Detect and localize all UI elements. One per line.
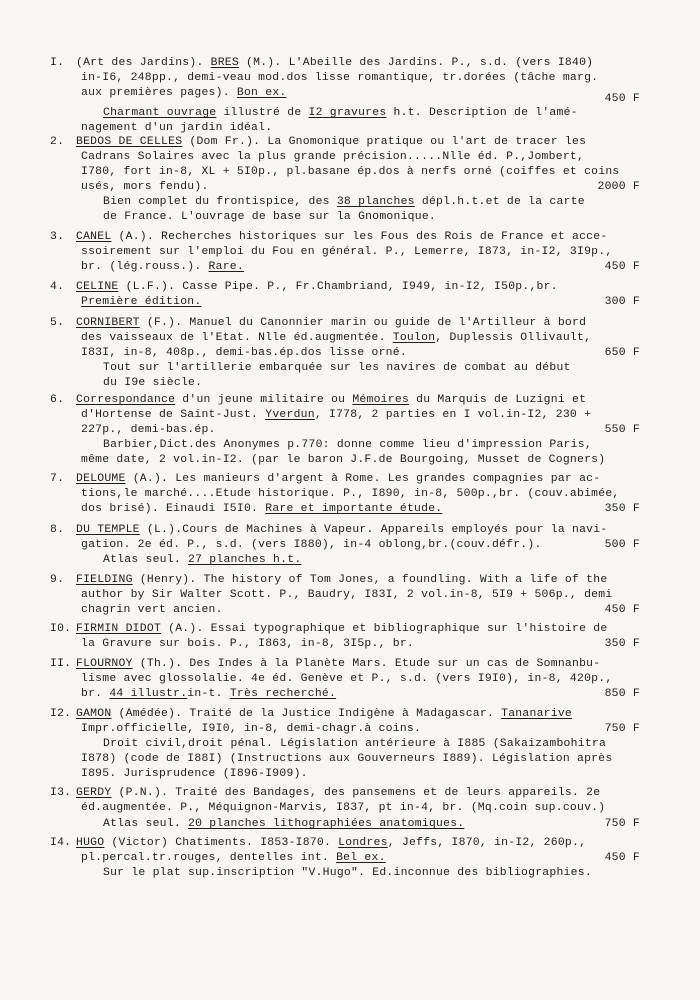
entry-line: DU TEMPLE (L.).Cours de Machines à Vapeur. Appareils employés pour la navi- bbox=[76, 524, 608, 536]
author-name: FLOURNOY bbox=[76, 658, 133, 670]
entry-line: FIRMIN DIDOT (A.). Essai typographique et bibliographique sur l'histoire de bbox=[76, 623, 608, 635]
price: 750 F bbox=[604, 818, 640, 830]
entry-line: d'Hortense de Saint-Just. Yverdun, I778, 2 parties en I vol.in-I2, 230 + bbox=[81, 409, 592, 421]
entry-number: 7. bbox=[50, 473, 65, 485]
entry-line: DELOUME (A.). Les manieurs d'argent à Rome. Les grandes compagnies par ac- bbox=[76, 473, 601, 485]
entry-number: 4. bbox=[50, 281, 65, 293]
entry-line: FIELDING (Henry). The history of Tom Jones, a foundling. With a life of the bbox=[76, 574, 608, 586]
entry-description: Barbier,Dict.des Anonymes p.770: donne comme lieu d'impression Paris, bbox=[103, 439, 592, 451]
entry-number: 6. bbox=[50, 394, 65, 406]
entry-line: la Gravure sur bois. P., I863, in-8, 3I5p., br. bbox=[81, 638, 415, 650]
entry-description: Tout sur l'artillerie embarquée sur les navires de combat au début bbox=[103, 362, 571, 374]
entry-line: des vaisseaux de l'Etat. Nlle éd.augmentée. Toulon, Duplessis Ollivault, bbox=[81, 332, 592, 344]
author-name: CELINE bbox=[76, 281, 119, 293]
entry-line: I780, fort in-8, XL + 5I0p., pl.basane ép.dos à nerfs orné (coiffes et coins bbox=[81, 166, 620, 178]
author-name: Correspondance bbox=[76, 394, 176, 406]
entry-line: ssoirement sur l'emploi du Fou en général. P., Lemerre, I873, in-I2, 3I9p., bbox=[81, 246, 613, 258]
entry-description: nagement d'un jardin idéal. bbox=[81, 122, 273, 134]
entry-line: BEDOS DE CELLES (Dom Fr.). La Gnomonique pratique ou l'art de tracer les bbox=[76, 136, 587, 148]
price: 450 F bbox=[604, 852, 640, 864]
entry-number: 9. bbox=[50, 574, 65, 586]
entry-line: éd.augmentée. P., Méquignon-Marvis, I837, pt in-4, br. (Mq.coin sup.couv.) bbox=[81, 802, 606, 814]
price: 550 F bbox=[604, 424, 640, 436]
entry-line: GAMON (Amédée). Traité de la Justice Indigène à Madagascar. Tananarive bbox=[76, 708, 572, 720]
entry-line: Première édition. bbox=[81, 296, 202, 308]
entry-line: tions,le marché....Etude historique. P., I890, in-8, 500p.,br. (couv.abimée, bbox=[81, 488, 620, 500]
price: 450 F bbox=[604, 93, 640, 105]
entry-line: in-I6, 248pp., demi-veau mod.dos lisse romantique, tr.dorées (tâche marg. bbox=[81, 72, 599, 84]
entry-line: I83I, in-8, 408p., demi-bas.ép.dos lisse orné. bbox=[81, 347, 407, 359]
entry-line: aux premières pages). Bon ex. bbox=[81, 87, 287, 99]
author-name: CANEL bbox=[76, 231, 112, 243]
author-name: GAMON bbox=[76, 708, 112, 720]
entry-description: Atlas seul. 20 planches lithographiées anatomiques. bbox=[103, 818, 465, 830]
entry-number: 3. bbox=[50, 231, 65, 243]
entry-line: FLOURNOY (Th.). Des Indes à la Planète Mars. Etude sur un cas de Somnanbu- bbox=[76, 658, 601, 670]
entry-description: I895. Jurisprudence (I896-I909). bbox=[81, 768, 308, 780]
entry-line: pl.percal.tr.rouges, dentelles int. Bel ex. bbox=[81, 852, 386, 864]
price: 450 F bbox=[604, 604, 640, 616]
entry-number: I3. bbox=[50, 787, 72, 799]
author-name: DU TEMPLE bbox=[76, 524, 140, 536]
author-name: BRES bbox=[210, 57, 239, 69]
entry-number: I4. bbox=[50, 837, 72, 849]
price: 500 F bbox=[604, 539, 640, 551]
author-name: HUGO bbox=[76, 837, 105, 849]
entry-line: usés, mors fendu). bbox=[81, 181, 209, 193]
entry-line: CANEL (A.). Recherches historiques sur les Fous des Rois de France et acce- bbox=[76, 231, 608, 243]
entry-line: author by Sir Walter Scott. P., Baudry, I83I, 2 vol.in-8, 5I9 + 506p., demi bbox=[81, 589, 613, 601]
entry-description: Charmant ouvrage illustré de I2 gravures h.t. Description de l'amé- bbox=[103, 107, 578, 119]
entry-description: du I9e siècle. bbox=[103, 377, 203, 389]
entry-line: lisme avec glossolalie. 4e éd. Genève et P., s.d. (vers I9I0), in-8, 420p., bbox=[81, 673, 613, 685]
entry-number: II. bbox=[50, 658, 72, 670]
entry-description: de France. L'ouvrage de base sur la Gnomonique. bbox=[103, 211, 437, 223]
author-name: DELOUME bbox=[76, 473, 126, 485]
price: 350 F bbox=[604, 503, 640, 515]
entry-description: Droit civil,droit pénal. Législation antérieure à I885 (Sakaizambohitra bbox=[103, 738, 607, 750]
price: 750 F bbox=[604, 723, 640, 735]
author-name: FIRMIN DIDOT bbox=[76, 623, 162, 635]
entry-description: Bien complet du frontispice, des 38 planches dépl.h.t.et de la carte bbox=[103, 196, 585, 208]
entry-number: I0. bbox=[50, 623, 72, 635]
price: 650 F bbox=[604, 347, 640, 359]
entry-description: Sur le plat sup.inscription "V.Hugo". Ed.inconnue des bibliographies. bbox=[103, 867, 592, 879]
author-name: GERDY bbox=[76, 787, 112, 799]
entry-line: gation. 2e éd. P., s.d. (vers I880), in-4 oblong,br.(couv.défr.). bbox=[81, 539, 542, 551]
price: 300 F bbox=[604, 296, 640, 308]
entry-description: même date, 2 vol.in-I2. (par le baron J.F.de Bourgoing, Musset de Cogners) bbox=[81, 454, 606, 466]
entry-line: Cadrans Solaires avec la plus grande précision.....Nlle éd. P.,Jombert, bbox=[81, 151, 585, 163]
entry-line: HUGO (Victor) Chatiments. I853-I870. Londres, Jeffs, I870, in-I2, 260p., bbox=[76, 837, 587, 849]
entry-number: 8. bbox=[50, 524, 65, 536]
entry-number: 5. bbox=[50, 317, 65, 329]
entry-line: Impr.officielle, I9I0, in-8, demi-chagr.à coins. bbox=[81, 723, 422, 735]
author-name: CORNIBERT bbox=[76, 317, 140, 329]
entry-line: CELINE (L.F.). Casse Pipe. P., Fr.Chambriand, I949, in-I2, I50p.,br. bbox=[76, 281, 558, 293]
entry-number: I2. bbox=[50, 708, 72, 720]
author-name: FIELDING bbox=[76, 574, 133, 586]
entry-number: I. bbox=[50, 57, 65, 69]
entry-line: dos brisé). Einaudi I5I0. Rare et importante étude. bbox=[81, 503, 443, 515]
entry-number: 2. bbox=[50, 136, 65, 148]
entry-line: (Art des Jardins). BRES (M.). L'Abeille des Jardins. P., s.d. (vers I840) bbox=[76, 57, 594, 69]
entry-line: Correspondance d'un jeune militaire ou Mémoires du Marquis de Luzigni et bbox=[76, 394, 587, 406]
price: 2000 F bbox=[597, 181, 640, 193]
price: 850 F bbox=[604, 688, 640, 700]
price: 350 F bbox=[604, 638, 640, 650]
entry-description: Atlas seul. 27 planches h.t. bbox=[103, 554, 302, 566]
entry-line: br. (lég.rouss.). Rare. bbox=[81, 261, 244, 273]
entry-line: GERDY (P.N.). Traité des Bandages, des pansemens et de leurs appareils. 2e bbox=[76, 787, 601, 799]
entry-line: CORNIBERT (F.). Manuel du Canonnier marin ou guide de l'Artilleur à bord bbox=[76, 317, 587, 329]
entry-line: chagrin vert ancien. bbox=[81, 604, 223, 616]
entry-description: I878) (code de I88I) (Instructions aux Gouverneurs I889). Législation après bbox=[81, 753, 613, 765]
price: 450 F bbox=[604, 261, 640, 273]
entry-line: br. 44 illustr.in-t. Très recherché. bbox=[81, 688, 337, 700]
author-name: BEDOS DE CELLES bbox=[76, 136, 183, 148]
entry-line: 227p., demi-bas.ép. bbox=[81, 424, 216, 436]
